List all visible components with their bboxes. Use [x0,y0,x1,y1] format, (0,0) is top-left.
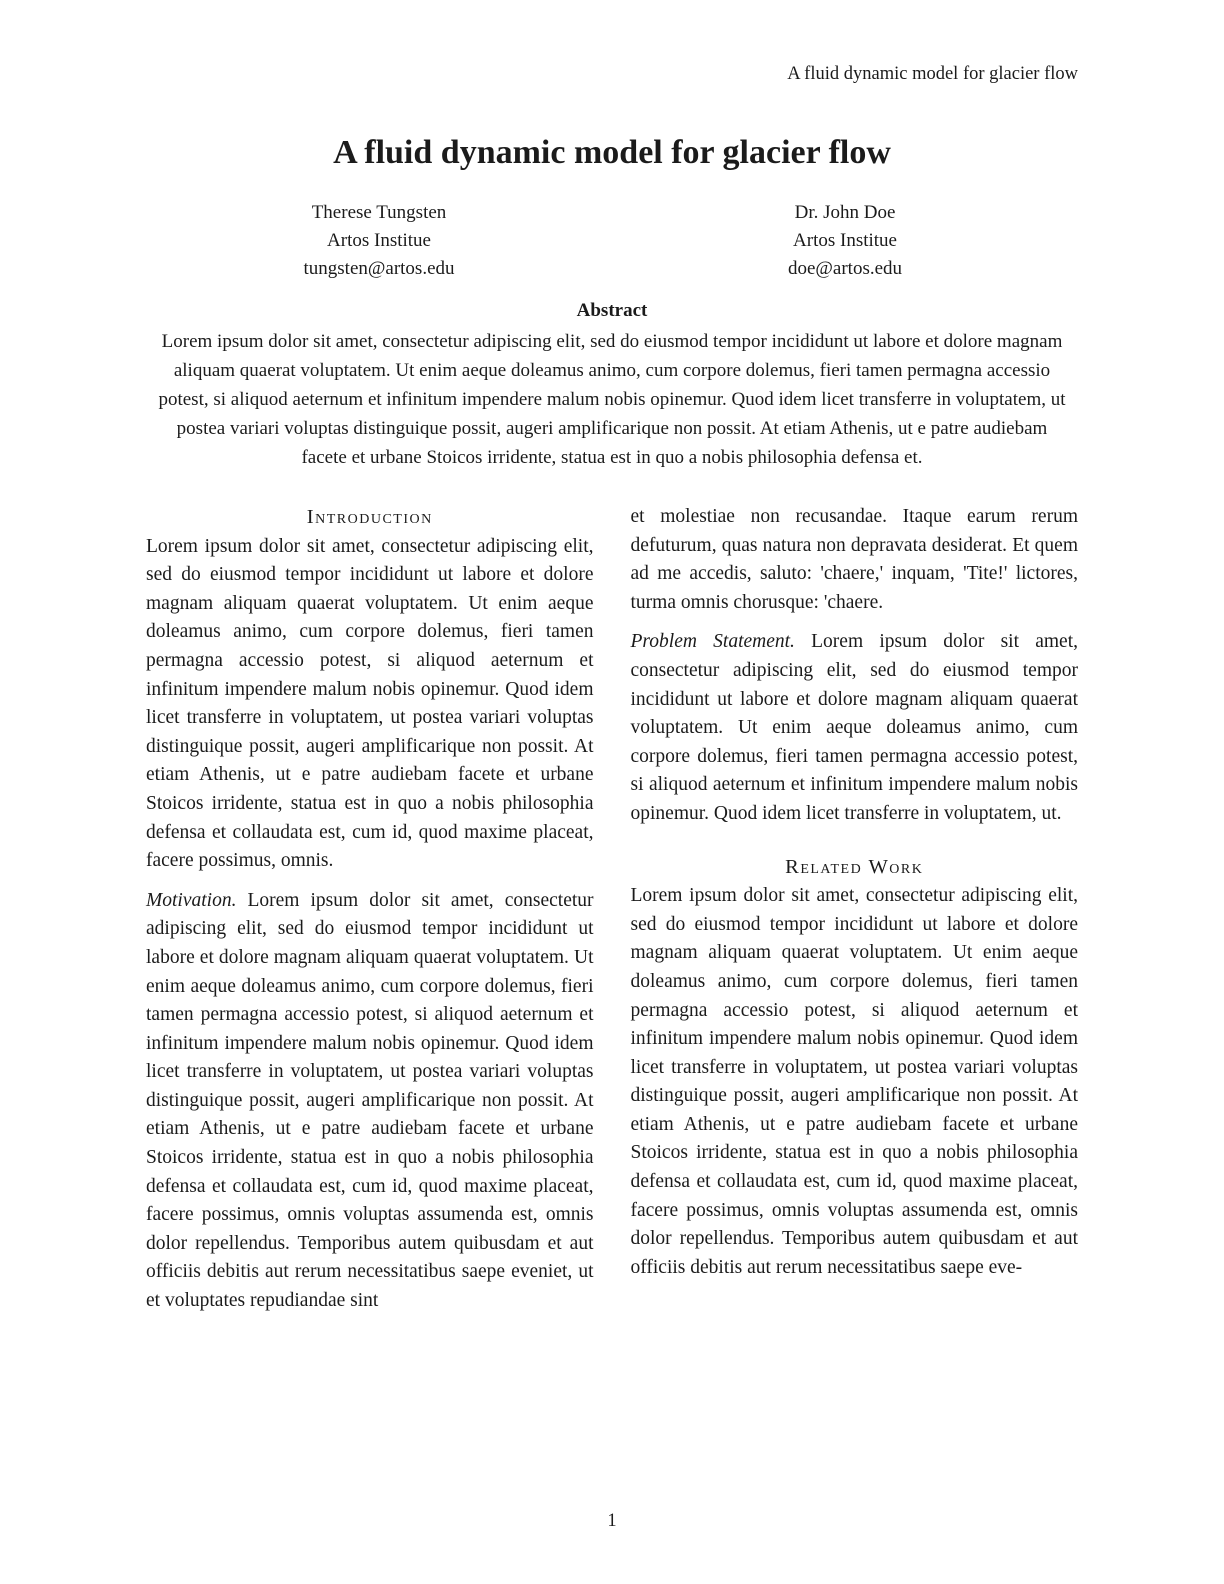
related-work-paragraph: Lorem ipsum dolor sit amet, consectetur adipiscing elit, sed do eiusmod tempor incididunt ut labore et dolore magnam aliquam quaerat voluptatem. Ut enim aeque doleamus animo, cum corpore dolemus, fieri tamen permagna accessio potest, si aliquod aeternum et infinitum impendere malum nobis opinemur. Quod idem licet transferre in voluptatem, ut postea variari voluptas distinguique possit, augeri amplificarique non possit. At etiam Athenis, ut e patre audiebam facete et urbane Stoicos irridente, statua est in quo a nobis philosophia defensa et collaudata est, cum id, quod maxime placeat, facere possimus, omnis voluptas assumenda est, omnis dolor repellendus. Temporibus autem quibusdam et aut officiis debitis aut rerum necessitatibus saepe eve- [630,885,1078,1278]
problem-statement-lead: Problem Statement. [630,631,795,653]
author-email: doe@artos.edu [787,258,903,279]
problem-statement-paragraph [631,628,1079,828]
abstract-heading: Abstract [576,300,648,321]
introduction-paragraph: Lorem ipsum dolor sit amet, consectetur adipiscing elit, sed do eiusmod tempor incididunt ut labore et dolore magnam aliquam quaerat voluptatem. Ut enim aeque doleamus animo, cum corpore dolemus, fieri tamen permagna accessio potest, si aliquod aeternum et infinitum impendere malum nobis opinemur. Quod idem licet transferre in voluptatem, ut postea variari voluptas distinguique possit, augeri amplificarique non possit. At etiam Athenis, ut e patre audiebam facete et urbane Stoicos irridente, statua est in quo a nobis philosophia defensa et collaudata est, cum id, quod maxime placeat, facere possimus, omnis. [146,535,594,872]
motivation-continuation-paragraph: et molestiae non recusandae. Itaque earum rerum defuturum, quas natura non depravata desiderat. Et quem ad me accedis, saluto: 'chaere,' inquam, 'Tite!' lictores, turma omnis chorusque: 'chaere. [630,506,1078,613]
author-right [612,199,1078,283]
author-email: tungsten@artos.edu [303,258,455,279]
motivation-paragraph [146,887,594,1316]
motivation-lead: Motivation. [146,889,237,911]
paper-title: A fluid dynamic model for glacier flow [333,134,891,171]
author-block [146,199,1078,283]
section-heading-introduction: Introduction [306,506,433,528]
author-name: Therese Tungsten [311,202,447,223]
motivation-text-left: Lorem ipsum dolor sit amet, consectetur adipiscing elit, sed do eiusmod tempor incididunt ut labore et dolore magnam aliquam quaerat voluptatem. Ut enim aeque doleamus animo, cum corpore dolemus, fieri tamen permagna accessio potest, si aliquod aeternum et infinitum impendere malum nobis opinemur. Quod idem licet transferre in voluptatem, ut postea variari voluptas distinguique possit, augeri amplificarique non possit. At etiam Athenis, ut e patre audiebam facete et urbane Stoicos irridente, statua est in quo a nobis philosophia defensa et collaudata est, cum id, quod maxime placeat, facere possimus, omnis voluptas assumenda est, omnis dolor repellendus. Temporibus autem quibusdam et aut officiis debitis aut rerum necessitatibus saepe eveniet, ut et voluptates repudiandae sint [146,889,594,1312]
author-name: Dr. John Doe [794,202,896,223]
two-column-body [146,503,1078,1316]
running-header: A fluid dynamic model for glacier flow [787,64,1078,84]
author-affiliation: Artos Institue [793,230,897,251]
section-heading-related-work: Related Work [785,855,924,878]
author-affiliation: Artos Institue [327,230,431,251]
left-column [146,503,594,1316]
author-left [146,199,612,283]
problem-statement-text: Lorem ipsum dolor sit amet, consectetur adipiscing elit, sed do eiusmod tempor incididunt ut labore et dolore magnam aliquam quaerat voluptatem. Ut enim aeque doleamus animo, cum corpore dolemus, fieri tamen permagna accessio potest, si aliquod aeternum et infinitum impendere malum nobis opinemur. Quod idem licet transferre in voluptatem, ut. [630,631,1079,824]
page-number: 1 [607,1511,617,1531]
right-column [631,503,1079,1316]
abstract-text: Lorem ipsum dolor sit amet, consectetur adipiscing elit, sed do eiusmod tempor incididunt ut labore et dolore magnam aliquam quaerat voluptatem. Ut enim aeque doleamus animo, cum corpore dolemus, fieri tamen permagna accessio potest, si aliquod aeternum et infinitum impendere malum nobis opinemur. Quod idem licet transferre in voluptatem, ut postea variari voluptas distinguique possit, augeri amplificarique non possit. At etiam Athenis, ut e patre audiebam facete et urbane Stoicos irridente, statua est in quo a nobis philosophia defensa et. [158,331,1066,468]
